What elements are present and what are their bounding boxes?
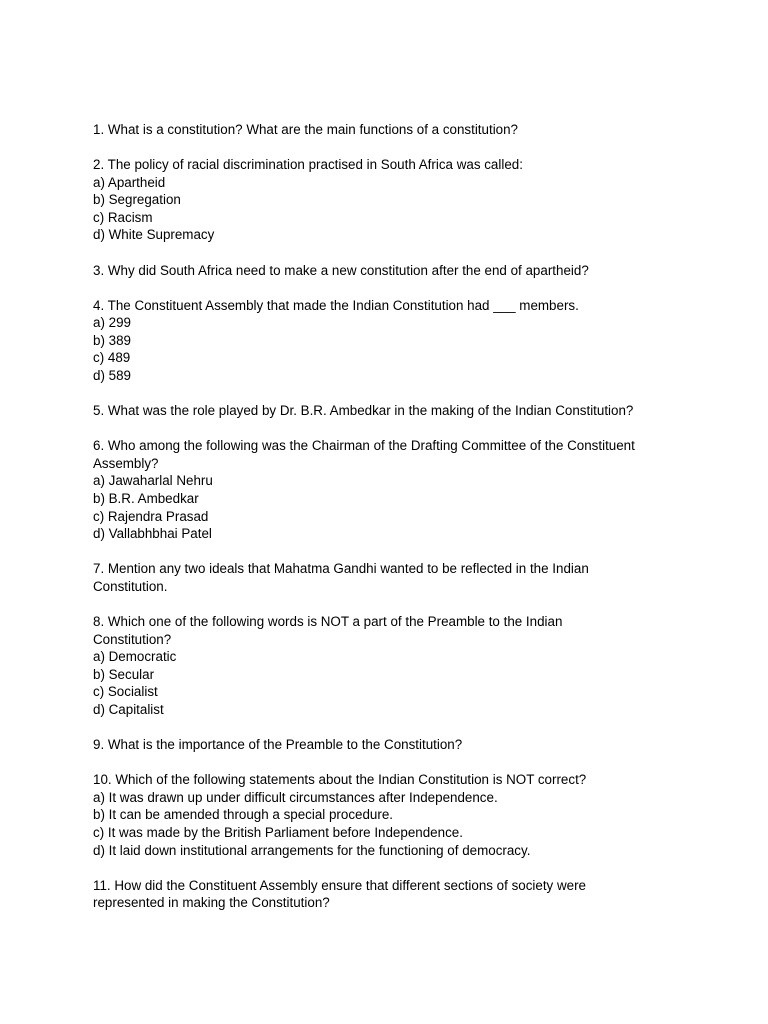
question-4 [93,297,693,385]
question-text: 9. What is the importance of the Preamble to the Constitution? [93,737,463,753]
question-8 [93,613,693,719]
option-b: b) Secular [93,666,155,682]
option-b: b) B.R. Ambedkar [93,491,199,506]
question-text: 10. Which of the following statements about the Indian Constitution is NOT correct? [93,772,587,788]
option-d: d) White Supremacy [93,227,215,243]
question-11 [93,877,693,912]
question-text: 7. Mention any two ideals that Mahatma Gandhi wanted to be reflected in the Indian Constitution. [93,561,589,594]
question-6 [93,437,693,543]
question-text: 6. Who among the following was the Chairman of the Drafting Committee of the Constituent Assembly? [93,438,635,471]
option-d: d) Capitalist [93,701,164,717]
option-c: c) It was made by the British Parliament before Independence. [93,824,463,840]
option-a: a) It was drawn up under difficult circumstances after Independence. [93,789,498,805]
question-text: 4. The Constituent Assembly that made the Indian Constitution had ___ members. [93,297,579,313]
question-text: 8. Which one of the following words is NOT a part of the Preamble to the Indian Constitution? [93,613,563,647]
question-text: 3. Why did South Africa need to make a new constitution after the end of apartheid? [93,262,589,278]
question-10 [93,771,693,859]
question-text: 2. The policy of racial discrimination practised in South Africa was called: [93,157,523,173]
question-7 [93,560,693,595]
option-b: b) It can be amended through a special procedure. [93,807,393,823]
option-d: d) It laid down institutional arrangements for the functioning of democracy. [93,842,531,858]
question-9 [93,736,693,754]
option-d: d) 589 [93,368,131,384]
option-a: a) Jawaharlal Nehru [93,473,213,489]
option-b: b) Segregation [93,192,181,208]
option-a: a) Apartheid [93,174,166,190]
question-paper [93,121,693,929]
option-c: c) Racism [93,209,153,225]
option-a: a) 299 [93,315,131,331]
option-a: a) Democratic [93,649,177,665]
option-b: b) 389 [93,332,131,348]
option-c: c) Rajendra Prasad [93,508,209,524]
question-1 [93,121,693,139]
option-d: d) Vallabhbhai Patel [93,526,212,542]
option-c: c) 489 [93,350,131,366]
question-text: 11. How did the Constituent Assembly ensure that different sections of society were represented in making the Constitution? [93,877,586,911]
question-2 [93,156,693,244]
question-text: 5. What was the role played by Dr. B.R. Ambedkar in the making of the Indian Constitution? [93,403,634,419]
question-5 [93,402,693,420]
option-c: c) Socialist [93,684,158,700]
question-text: 1. What is a constitution? What are the main functions of a constitution? [93,122,519,137]
question-3 [93,262,693,280]
